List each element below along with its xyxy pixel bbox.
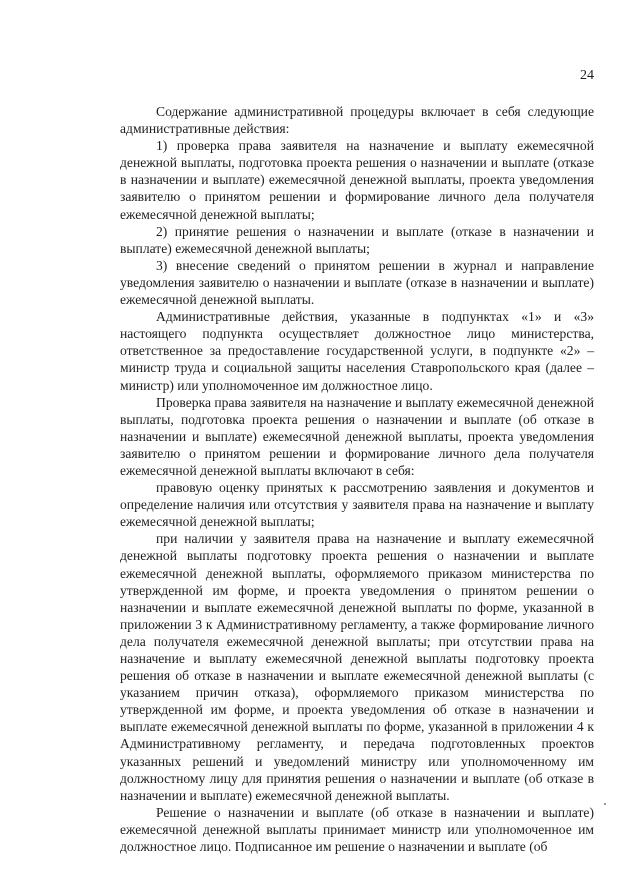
page-number: 24: [580, 68, 594, 83]
paragraph-decision: Решение о назначении и выплате (об отказе в назначении и выплате) ежемесячной денежной выплаты принимает министр или уполномоченное им должностное лицо. Подписанное им решение о назначении и выплате (об: [120, 804, 594, 855]
paragraph-item-2: 2) принятие решения о назначении и выплате (отказе в назначении и выплате) ежемесячной денежной выплаты;: [120, 223, 594, 256]
paragraph-draft-preparation: при наличии у заявителя права на назначение и выплату ежемесячной денежной выплаты подготовку проекта решения о назначении и выплате ежемесячной денежной выплаты, оформляемого приказом министерства по утвержденной им форме, и проекта уведомления о принятом решении о назначении и выплате ежемесячной денежной выплаты по форме, указанной в приложении 3 к Административному регламенту, а также формирование личного дела получателя ежемесячной денежной выплаты; при отсутствии права на назначение и выплату ежемесячной денежной выплаты подготовку проекта решения об отказе в назначении и выплате ежемесячной денежной выплаты (с указанием причин отказа), оформляемого приказом министерства по утвержденной им форме, и проекта уведомления об отказе в назначении и выплате ежемесячной денежной выплаты по форме, указанной в приложении 4 к Административному регламенту, и передача подготовленных проектов указанных решений и уведомлений министру или уполномоченному им должностному лицу для принятия решения о назначении и выплате (об отказе в назначении и выплате) ежемесячной денежной выплаты.: [120, 531, 594, 803]
paragraph-intro: Содержание административной процедуры включает в себя следующие административные действия:: [120, 104, 594, 137]
paragraph-legal-assessment: правовую оценку принятых к рассмотрению заявления и документов и определение наличия или отсутствия у заявителя права на назначение и выплату ежемесячной денежной выплаты;: [120, 480, 594, 530]
paragraph-item-3: 3) внесение сведений о принятом решении в журнал и направление уведомления заявителю о назначении и выплате (отказе в назначении и выплате) ежемесячной денежной выплаты.: [120, 257, 594, 308]
paragraph-verification: Проверка права заявителя на назначение и выплату ежемесячной денежной выплаты, подготовка проекта решения о назначении и выплате (об отказе в назначении и выплате) ежемесячной денежной выплаты, проекта уведомления заявителю о принятом решении и формирование личного дела получателя ежемесячной денежной выплаты включают в себя:: [120, 394, 594, 478]
paragraph-responsibility: Административные действия, указанные в подпунктах «1» и «3» настоящего подпункта осуществляет должностное лицо министерства, ответственное за предоставление государственной услуги, в подпункте «2» – министр труда и социальной защиты населения Ставропольского края (далее – министр) или уполномоченное им должностное лицо.: [120, 309, 594, 393]
paragraph-item-1: 1) проверка права заявителя на назначение и выплату ежемесячной денежной выплаты, подготовка проекта решения о назначении и выплате (отказе в назначении и выплате) ежемесячной денежной выплаты, проекта уведомления заявителю о принятом решении и формирование личного дела получателя ежемесячной денежной выплаты;: [120, 138, 594, 222]
document-body: [120, 103, 594, 855]
scan-speck: [604, 803, 606, 805]
